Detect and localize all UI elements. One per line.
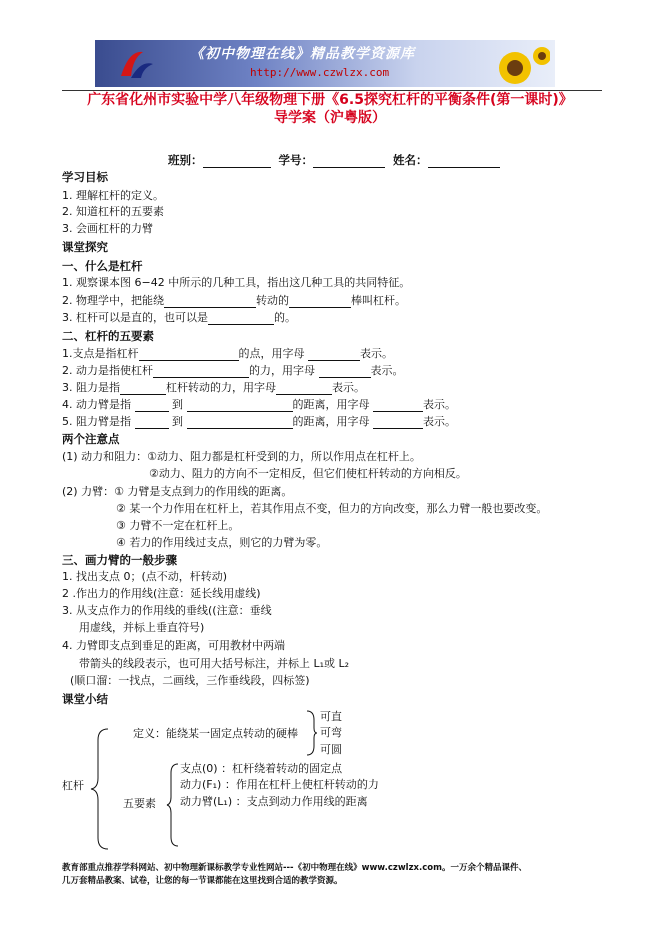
text: 3. 阻力是指	[62, 381, 120, 394]
step-line: (顺口溜：一找点，二画线，三作垂线段，四标签)	[70, 674, 310, 687]
footer-line1: 教育部重点推荐学科网站、初中物理新课标教学专业性网站---《初中物理在线》www.czwlzx.com。一万余个精品课件、	[62, 863, 527, 873]
summary-definition: 定义：能绕某一固定点转动的硬棒	[133, 727, 298, 740]
page-subtitle: 导学案（沪粤版）	[274, 110, 386, 126]
note-line: (1) 动力和阻力：①动力、阻力都是杠杆受到的力，所以作用点在杠杆上。	[62, 450, 421, 463]
student-info-line	[168, 152, 500, 168]
text: 的距离，用字母	[292, 415, 370, 428]
site-logo-icon	[117, 46, 157, 82]
summary-heading: 课堂小结	[62, 692, 108, 706]
note-line: ② 某一个力作用在杠杆上，若其作用点不变，但力的方向改变，那么力臂一般也要改变。	[116, 502, 548, 515]
blank-field[interactable]	[276, 383, 332, 395]
text: 2. 动力是指使杠杆	[62, 364, 153, 377]
text: 的点，用字母	[238, 347, 305, 360]
summary-root: 杠杆	[62, 779, 84, 792]
element-item: 动力(F₁) ：作用在杠杆上使杠杆转动的力	[180, 778, 379, 791]
step-line: 4. 力臂即支点到垂足的距离，可用教材中两端	[62, 639, 285, 652]
text: 4. 动力臂是指	[62, 398, 131, 411]
text: 转动的	[256, 294, 289, 307]
summary-five-elements: 五要素	[123, 797, 156, 810]
note-line: ④ 若力的作用线过支点，则它的力臂为零。	[116, 536, 328, 549]
header-divider	[62, 90, 602, 91]
sunflower-icon	[480, 46, 550, 86]
s2-line5	[62, 415, 456, 429]
blank-field[interactable]	[187, 400, 293, 412]
note-line: ②动力、阻力的方向不一定相反，但它们使杠杆转动的方向相反。	[149, 467, 467, 480]
text: 1.支点是指杠杆	[62, 347, 139, 360]
shape-item: 可弯	[320, 726, 342, 739]
blank-field[interactable]	[289, 296, 351, 308]
shape-item: 可圆	[320, 743, 342, 756]
note-line: ③ 力臂不一定在杠杆上。	[116, 519, 240, 532]
text: 2. 物理学中，把能绕	[62, 294, 164, 307]
notes-heading: 两个注意点	[62, 432, 120, 446]
s2-line3	[62, 381, 365, 395]
s2-line1	[62, 347, 393, 361]
blank-field[interactable]	[208, 313, 274, 325]
section1-heading: 一、什么是杠杆	[62, 259, 143, 273]
blank-field[interactable]	[120, 383, 166, 395]
step-line: 2 .作出力的作用线(注意：延长线用虚线)	[62, 587, 261, 600]
s1-line3	[62, 311, 296, 325]
blank-field[interactable]	[373, 400, 423, 412]
goal-item: 3. 会画杠杆的力臂	[62, 222, 153, 235]
page-title: 广东省化州市实验中学八年级物理下册《6.5探究杠杆的平衡条件(第一课时)》	[87, 92, 573, 108]
text: 的距离，用字母	[292, 398, 370, 411]
text: 5. 阻力臂是指	[62, 415, 131, 428]
banner-url[interactable]: http://www.czwlzx.com	[250, 66, 390, 79]
goal-item: 2. 知道杠杆的五要素	[62, 205, 164, 218]
summary-brace-elements	[166, 763, 180, 847]
banner-title: 《初中物理在线》精品教学资源库	[190, 46, 415, 62]
shape-item: 可直	[320, 710, 342, 723]
blank-field[interactable]	[135, 417, 169, 429]
step-line: 用虚线，并标上垂直符号)	[79, 621, 205, 634]
s1-line1: 1. 观察课本图 6−42 中所示的几种工具，指出这几种工具的共同特征。	[62, 276, 411, 289]
explore-heading: 课堂探究	[62, 240, 108, 254]
step-line: 3. 从支点作力的作用线的垂线((注意：垂线	[62, 604, 272, 617]
blank-field[interactable]	[187, 417, 293, 429]
text: 表示。	[332, 381, 365, 394]
text: 表示。	[423, 398, 456, 411]
blank-field[interactable]	[135, 400, 169, 412]
s2-line2	[62, 364, 404, 378]
note-line: (2) 力臂：① 力臂是支点到力的作用线的距离。	[62, 485, 293, 498]
text: 到	[172, 415, 183, 428]
id-field[interactable]	[313, 155, 385, 168]
footer-line2: 几万套精品教案、试卷，让您的每一节课都能在这里找到合适的教学资源。	[62, 876, 343, 886]
name-field[interactable]	[428, 155, 500, 168]
element-item: 支点(0) ：杠杆绕着转动的固定点	[180, 762, 343, 775]
text: 的。	[274, 311, 296, 324]
section3-heading: 三、画力臂的一般步骤	[62, 553, 177, 567]
section2-heading: 二、杠杆的五要素	[62, 329, 154, 343]
blank-field[interactable]	[373, 417, 423, 429]
step-line: 带箭头的线段表示，也可用大括号标注，并标上 L₁或 L₂	[79, 657, 350, 670]
text: 棒叫杠杆。	[351, 294, 406, 307]
goals-heading: 学习目标	[62, 170, 108, 184]
goal-item: 1. 理解杠杆的定义。	[62, 189, 164, 202]
header-banner	[95, 40, 555, 87]
text: 的力，用字母	[249, 364, 315, 377]
text: 表示。	[423, 415, 456, 428]
text: 到	[172, 398, 183, 411]
text: 表示。	[370, 364, 404, 377]
text: 表示。	[360, 347, 393, 360]
s2-line4	[62, 398, 456, 412]
step-line: 1. 找出支点 0；(点不动，杆转动)	[62, 570, 228, 583]
blank-field[interactable]	[308, 349, 360, 361]
class-label: 班别：	[168, 153, 203, 167]
blank-field[interactable]	[139, 349, 239, 361]
class-field[interactable]	[203, 155, 271, 168]
blank-field[interactable]	[319, 366, 371, 378]
element-item: 动力臂(L₁) ：支点到动力作用线的距离	[180, 795, 368, 808]
summary-brace-shapes	[306, 710, 318, 756]
blank-field[interactable]	[153, 366, 249, 378]
id-label: 学号：	[278, 153, 314, 167]
blank-field[interactable]	[164, 296, 256, 308]
s1-line2	[62, 294, 406, 308]
text: 3. 杠杆可以是直的，也可以是	[62, 311, 208, 324]
name-label: 姓名：	[393, 153, 428, 167]
summary-brace-main	[90, 728, 110, 850]
text: 杠杆转动的力，用字母	[166, 381, 276, 394]
